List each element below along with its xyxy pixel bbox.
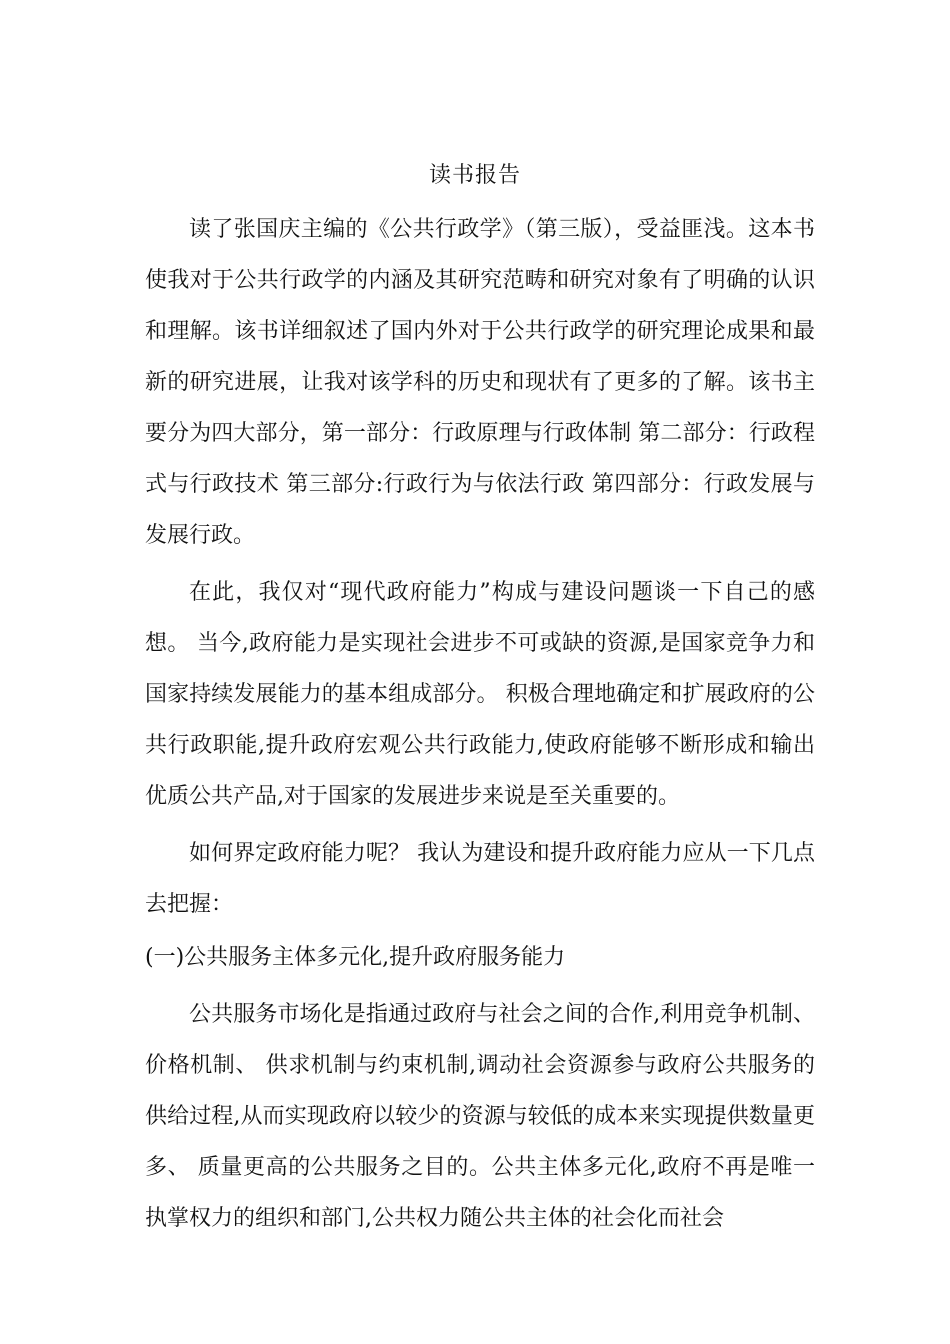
section-heading: (一)公共服务主体多元化,提升政府服务能力 — [145, 945, 566, 970]
paragraph-government-capacity: 在此，我仅对“现代政府能力”构成与建设问题谈一下自己的感想。 当今,政府能力是实现社会进步不可或缺的资源,是国家竞争力和国家持续发展能力的基本组成部分。 积极合理地确定和扩展政府的公共行政职能,提升政府宏观公共行政能力,使政府能够不断形成和输出优质公共产品,对于国家的发展进步来说是至关重要的。 — [145, 580, 815, 809]
paragraph-how-to-define: 如何界定政府能力呢？ 我认为建设和提升政府能力应从一下几点去把握： — [145, 841, 815, 917]
document-body — [145, 204, 815, 1244]
document-title: 读书报告 — [428, 163, 521, 188]
paragraph-intro: 读了张国庆主编的《公共行政学》（第三版），受益匪浅。这本书使我对于公共行政学的内涵及其研究范畴和研究对象有了明确的认识和理解。该书详细叙述了国内外对于公共行政学的研究理论成果和最新的研究进展，让我对该学科的历史和现状有了更多的了解。该书主要分为四大部分，第一部分：行政原理与行政体制 第二部分：行政程式与行政技术 第三部分:行政行为与依法行政 第四部分：行政发展与发展行政。 — [145, 217, 815, 548]
paragraph-public-service: 公共服务市场化是指通过政府与社会之间的合作,利用竞争机制、 价格机制、 供求机制与约束机制,调动社会资源参与政府公共服务的供给过程,从而实现政府以较少的资源与较低的成本来实现提供数量更多、 质量更高的公共服务之目的。公共主体多元化,政府不再是唯一执掌权力的组织和部门,公共权力随公共主体的社会化而社会 — [145, 1002, 815, 1231]
